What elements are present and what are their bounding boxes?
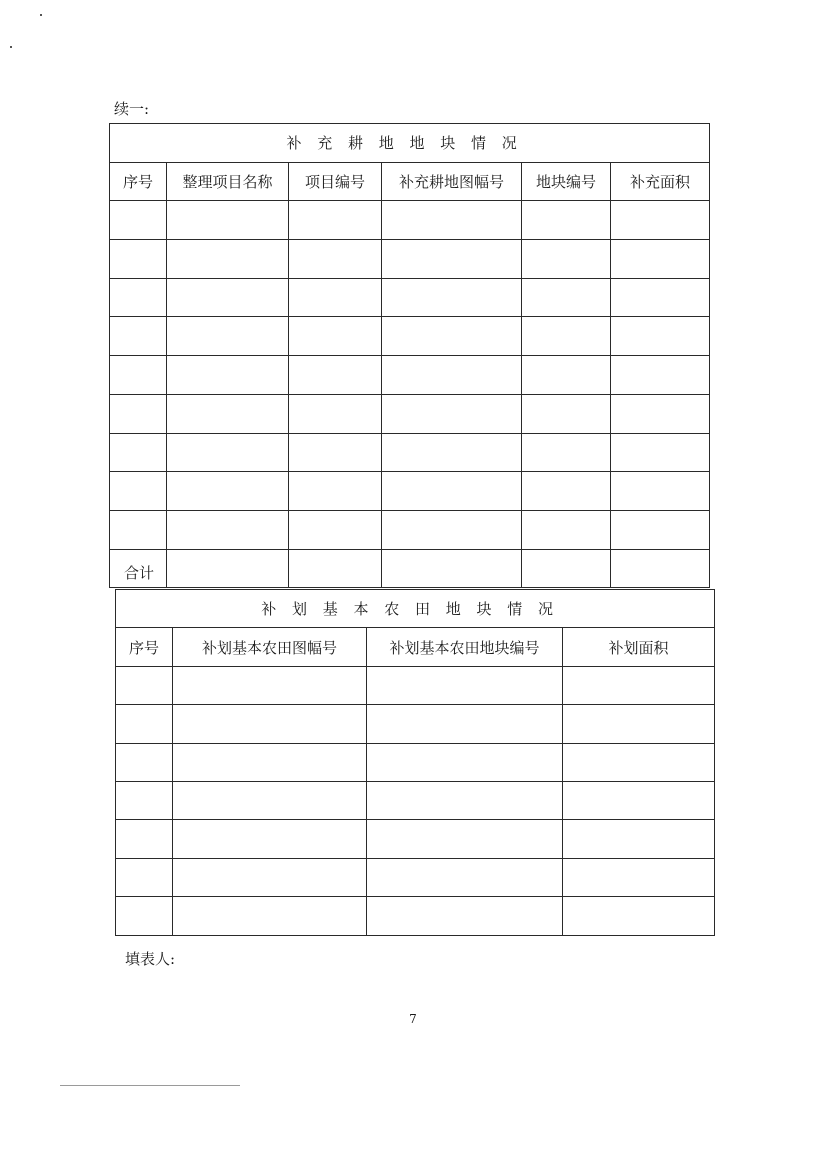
table-cell[interactable] [167,317,289,356]
table-cell[interactable] [522,201,611,240]
table-cell[interactable] [522,240,611,279]
table-cell[interactable] [167,356,289,395]
basic-farmland-table [115,589,715,936]
table-cell[interactable] [116,743,173,781]
table-title-row [110,124,710,163]
table-cell[interactable] [611,240,710,279]
table-cell[interactable] [611,394,710,433]
table-cell[interactable] [173,820,367,858]
table-cell[interactable] [522,278,611,317]
table-cell[interactable] [289,201,382,240]
table-cell[interactable] [611,278,710,317]
table-row [110,433,710,472]
table-row [110,201,710,240]
table-row [116,666,715,704]
table-cell[interactable] [367,897,563,935]
table-header-row [116,628,715,666]
table-cell[interactable] [367,666,563,704]
table-cell[interactable] [116,897,173,935]
table-row [110,394,710,433]
form-filler-label: 填表人: [125,950,176,968]
total-label: 合计 [110,549,167,588]
scan-speck [10,46,12,48]
table-cell[interactable] [110,356,167,395]
table-cell[interactable] [289,549,382,588]
table-cell[interactable] [289,433,382,472]
table-row [110,472,710,511]
table-cell[interactable] [522,472,611,511]
table-cell[interactable] [367,820,563,858]
table-cell[interactable] [367,858,563,896]
table-row [110,317,710,356]
table-cell[interactable] [367,705,563,743]
table-cell[interactable] [563,781,715,819]
table-cell[interactable] [522,394,611,433]
table-cell[interactable] [289,356,382,395]
continuation-label: 续一: [114,100,150,118]
table-cell[interactable] [167,278,289,317]
column-header: 补充耕地图幅号 [382,162,522,201]
table-cell[interactable] [611,510,710,549]
table-cell[interactable] [382,394,522,433]
table-cell[interactable] [611,549,710,588]
supplementary-farmland-table [109,123,710,588]
column-header: 补划基本农田图幅号 [173,628,367,666]
table-cell[interactable] [167,433,289,472]
table-cell[interactable] [167,549,289,588]
table-title: 补充耕地地块情况 [110,124,710,163]
table-row [110,356,710,395]
table-cell[interactable] [110,394,167,433]
table-cell[interactable] [116,781,173,819]
table-cell[interactable] [382,433,522,472]
table-cell[interactable] [522,510,611,549]
table-row [116,705,715,743]
page-number: 7 [409,1012,417,1026]
table-cell[interactable] [173,705,367,743]
table-cell[interactable] [563,705,715,743]
column-header: 序号 [116,628,173,666]
table-cell[interactable] [110,317,167,356]
table-cell[interactable] [167,240,289,279]
table-cell[interactable] [167,472,289,511]
table-cell[interactable] [116,666,173,704]
table-cell[interactable] [563,743,715,781]
table-row [116,743,715,781]
table-cell[interactable] [382,356,522,395]
table-cell[interactable] [289,240,382,279]
table-cell[interactable] [382,510,522,549]
table-cell[interactable] [611,317,710,356]
table-cell[interactable] [116,858,173,896]
footnote-rule [60,1085,240,1086]
table-cell[interactable] [611,472,710,511]
table-cell[interactable] [522,317,611,356]
table-cell[interactable] [167,394,289,433]
table-cell[interactable] [367,743,563,781]
table-body [110,201,710,549]
column-header: 整理项目名称 [167,162,289,201]
table-row [116,897,715,935]
table-cell[interactable] [110,278,167,317]
table-cell[interactable] [116,705,173,743]
table-cell[interactable] [367,781,563,819]
table-cell[interactable] [289,472,382,511]
table-cell[interactable] [611,201,710,240]
table-cell[interactable] [173,781,367,819]
table-cell[interactable] [173,743,367,781]
column-header: 补划基本农田地块编号 [367,628,563,666]
table-cell[interactable] [563,858,715,896]
table-title: 补划基本农田地块情况 [116,590,715,628]
table-cell[interactable] [173,666,367,704]
table-cell[interactable] [167,201,289,240]
table-cell[interactable] [522,549,611,588]
table-cell[interactable] [382,201,522,240]
table-cell[interactable] [110,201,167,240]
table-cell[interactable] [289,510,382,549]
table-cell[interactable] [173,858,367,896]
table-cell[interactable] [110,433,167,472]
table-body [116,666,715,935]
table-cell[interactable] [289,394,382,433]
table-cell[interactable] [563,666,715,704]
table-cell[interactable] [110,240,167,279]
table-cell[interactable] [382,472,522,511]
table-row [110,278,710,317]
total-row [110,549,710,588]
column-header: 补充面积 [611,162,710,201]
table-cell[interactable] [173,897,367,935]
scan-speck [40,14,42,16]
table-row [116,820,715,858]
table-cell[interactable] [611,433,710,472]
table-cell[interactable] [563,820,715,858]
table-row [110,240,710,279]
table-cell[interactable] [382,317,522,356]
table-row [110,510,710,549]
table-cell[interactable] [110,510,167,549]
table-cell[interactable] [289,317,382,356]
column-header: 地块编号 [522,162,611,201]
table-cell[interactable] [563,897,715,935]
table-cell[interactable] [110,472,167,511]
table-cell[interactable] [382,240,522,279]
column-header: 补划面积 [563,628,715,666]
table-cell[interactable] [382,278,522,317]
table-cell[interactable] [116,820,173,858]
table-cell[interactable] [382,549,522,588]
table-row [116,858,715,896]
table-cell[interactable] [522,433,611,472]
table-header-row [110,162,710,201]
table-cell[interactable] [289,278,382,317]
column-header: 序号 [110,162,167,201]
table-cell[interactable] [522,356,611,395]
table-cell[interactable] [611,356,710,395]
table-title-row [116,590,715,628]
table-row [116,781,715,819]
table-cell[interactable] [167,510,289,549]
column-header: 项目编号 [289,162,382,201]
